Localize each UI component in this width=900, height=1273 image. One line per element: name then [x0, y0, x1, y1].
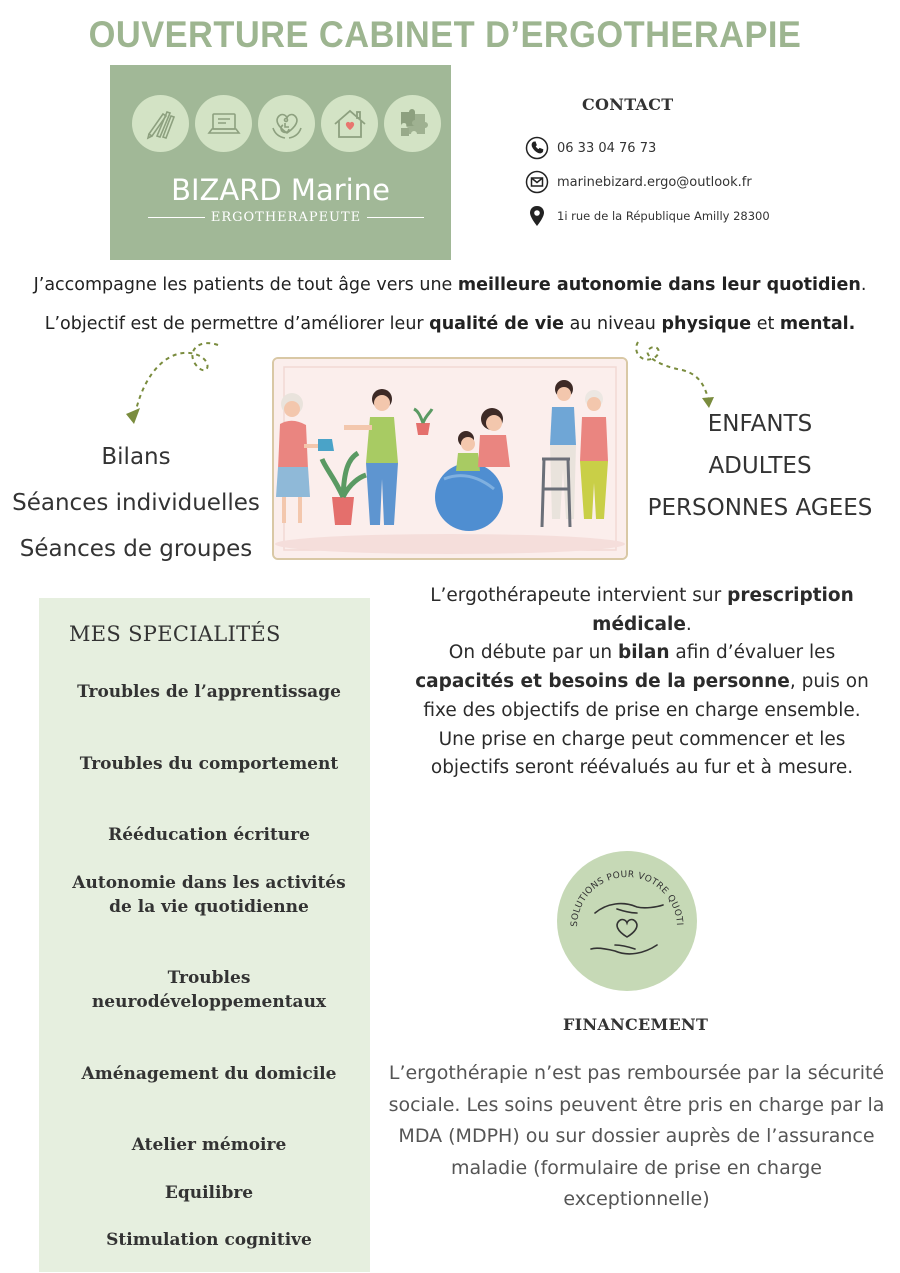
specialities-panel	[39, 598, 370, 1272]
hands-heart-wheelchair-icon	[258, 95, 315, 152]
audience-list	[640, 403, 880, 529]
intro-line-2	[0, 314, 900, 334]
solutions-badge	[557, 851, 697, 991]
logo-block	[110, 65, 451, 260]
logo-icons	[132, 95, 441, 152]
email-icon	[525, 170, 549, 194]
page-title: OUVERTURE CABINET D’ERGOTHERAPIE	[88, 14, 802, 55]
speciality-item: Troubles de l’apprentissage	[77, 682, 341, 702]
puzzle-icon	[384, 95, 441, 152]
care-illustration	[272, 357, 628, 560]
intro-emphasis: physique	[661, 314, 752, 334]
logo-subtitle: ERGOTHERAPEUTE	[210, 210, 362, 225]
intro-text: .	[860, 275, 867, 295]
speciality-item: Troubles neurodéveloppementaux	[91, 968, 327, 1012]
service-item: Bilans	[101, 444, 171, 470]
divider	[367, 217, 424, 219]
phone-icon	[525, 136, 549, 160]
contact-address-row	[525, 204, 770, 228]
contact-phone: 06 33 04 76 73	[557, 140, 657, 156]
speciality-item: Rééducation écriture	[108, 825, 310, 845]
prescription-paragraph	[398, 582, 886, 783]
speciality-item: Troubles du comportement	[79, 754, 339, 774]
financing-title: FINANCEMENT	[563, 1015, 709, 1034]
laptop-icon	[195, 95, 252, 152]
pencils-icon	[132, 95, 189, 152]
paragraph-emphasis: prescription médicale	[592, 585, 854, 635]
paragraph-text: On débute par un	[448, 642, 618, 664]
location-pin-icon	[525, 204, 549, 228]
intro-text: au niveau	[564, 314, 662, 334]
intro-line-1	[0, 275, 900, 295]
logo-name: BIZARD Marine	[171, 173, 390, 207]
services-list	[0, 434, 272, 572]
speciality-item: Stimulation cognitive	[106, 1230, 312, 1250]
logo-subtitle-row	[148, 210, 424, 225]
audience-item: ENFANTS	[707, 411, 813, 437]
intro-emphasis: meilleure autonomie dans leur quotidien	[457, 275, 861, 295]
speciality-item: Atelier mémoire	[131, 1135, 287, 1155]
intro-emphasis: mental.	[779, 314, 856, 334]
audience-item: ADULTES	[708, 453, 812, 479]
prescription-block-1	[398, 582, 886, 639]
paragraph-text: afin d’évaluer les	[669, 642, 836, 664]
intro-text: et	[751, 314, 780, 334]
financing-text: L’ergothérapie n’est pas remboursée par la sécurité sociale. Les soins peuvent être pris en charge par la MDA (MDPH) ou sur dossier auprès de l’assurance maladie (formulaire de prise en charge exceptionnelle)	[388, 1062, 885, 1210]
badge-text: SOLUTIONS POUR VOTRE QUOTI	[569, 869, 685, 928]
speciality-item: Aménagement du domicile	[81, 1064, 337, 1084]
prescription-block-3: Une prise en charge peut commencer et les objectifs seront réévalués au fur et à mesure.	[430, 728, 854, 779]
intro-text: L’objectif est de permettre d’améliorer leur	[44, 314, 430, 334]
contact-title: CONTACT	[582, 95, 674, 114]
paragraph-emphasis: bilan	[617, 642, 670, 664]
speciality-item: Autonomie dans les activités de la vie quotidienne	[72, 873, 346, 917]
intro-text: J’accompagne les patients de tout âge vers une	[33, 275, 458, 295]
curly-arrow-left-icon	[118, 340, 228, 435]
prescription-block-2	[398, 639, 886, 725]
intro-emphasis: qualité de vie	[429, 314, 565, 334]
paragraph-emphasis: capacités et besoins de la personne	[415, 671, 790, 693]
contact-address: 1i rue de la République Amilly 28300	[557, 209, 770, 223]
contact-email: marinebizard.ergo@outlook.fr	[557, 174, 752, 190]
divider	[148, 217, 205, 219]
speciality-item: Equilibre	[164, 1183, 254, 1203]
contact-phone-row[interactable]	[525, 136, 656, 160]
paragraph-text: L’ergothérapeute intervient sur	[430, 585, 728, 606]
contact-email-row[interactable]	[525, 170, 752, 194]
hands-heart-icon	[591, 904, 663, 954]
service-item: Séances individuelles	[12, 490, 260, 516]
service-item: Séances de groupes	[19, 536, 253, 562]
house-heart-icon	[321, 95, 378, 152]
audience-item: PERSONNES AGEES	[647, 495, 873, 521]
paragraph-text: .	[685, 613, 692, 635]
paragraph-text: , puis on fixe des objectifs de prise en charge ensemble.	[423, 671, 869, 721]
specialities-title: MES SPECIALITÉS	[69, 622, 281, 646]
